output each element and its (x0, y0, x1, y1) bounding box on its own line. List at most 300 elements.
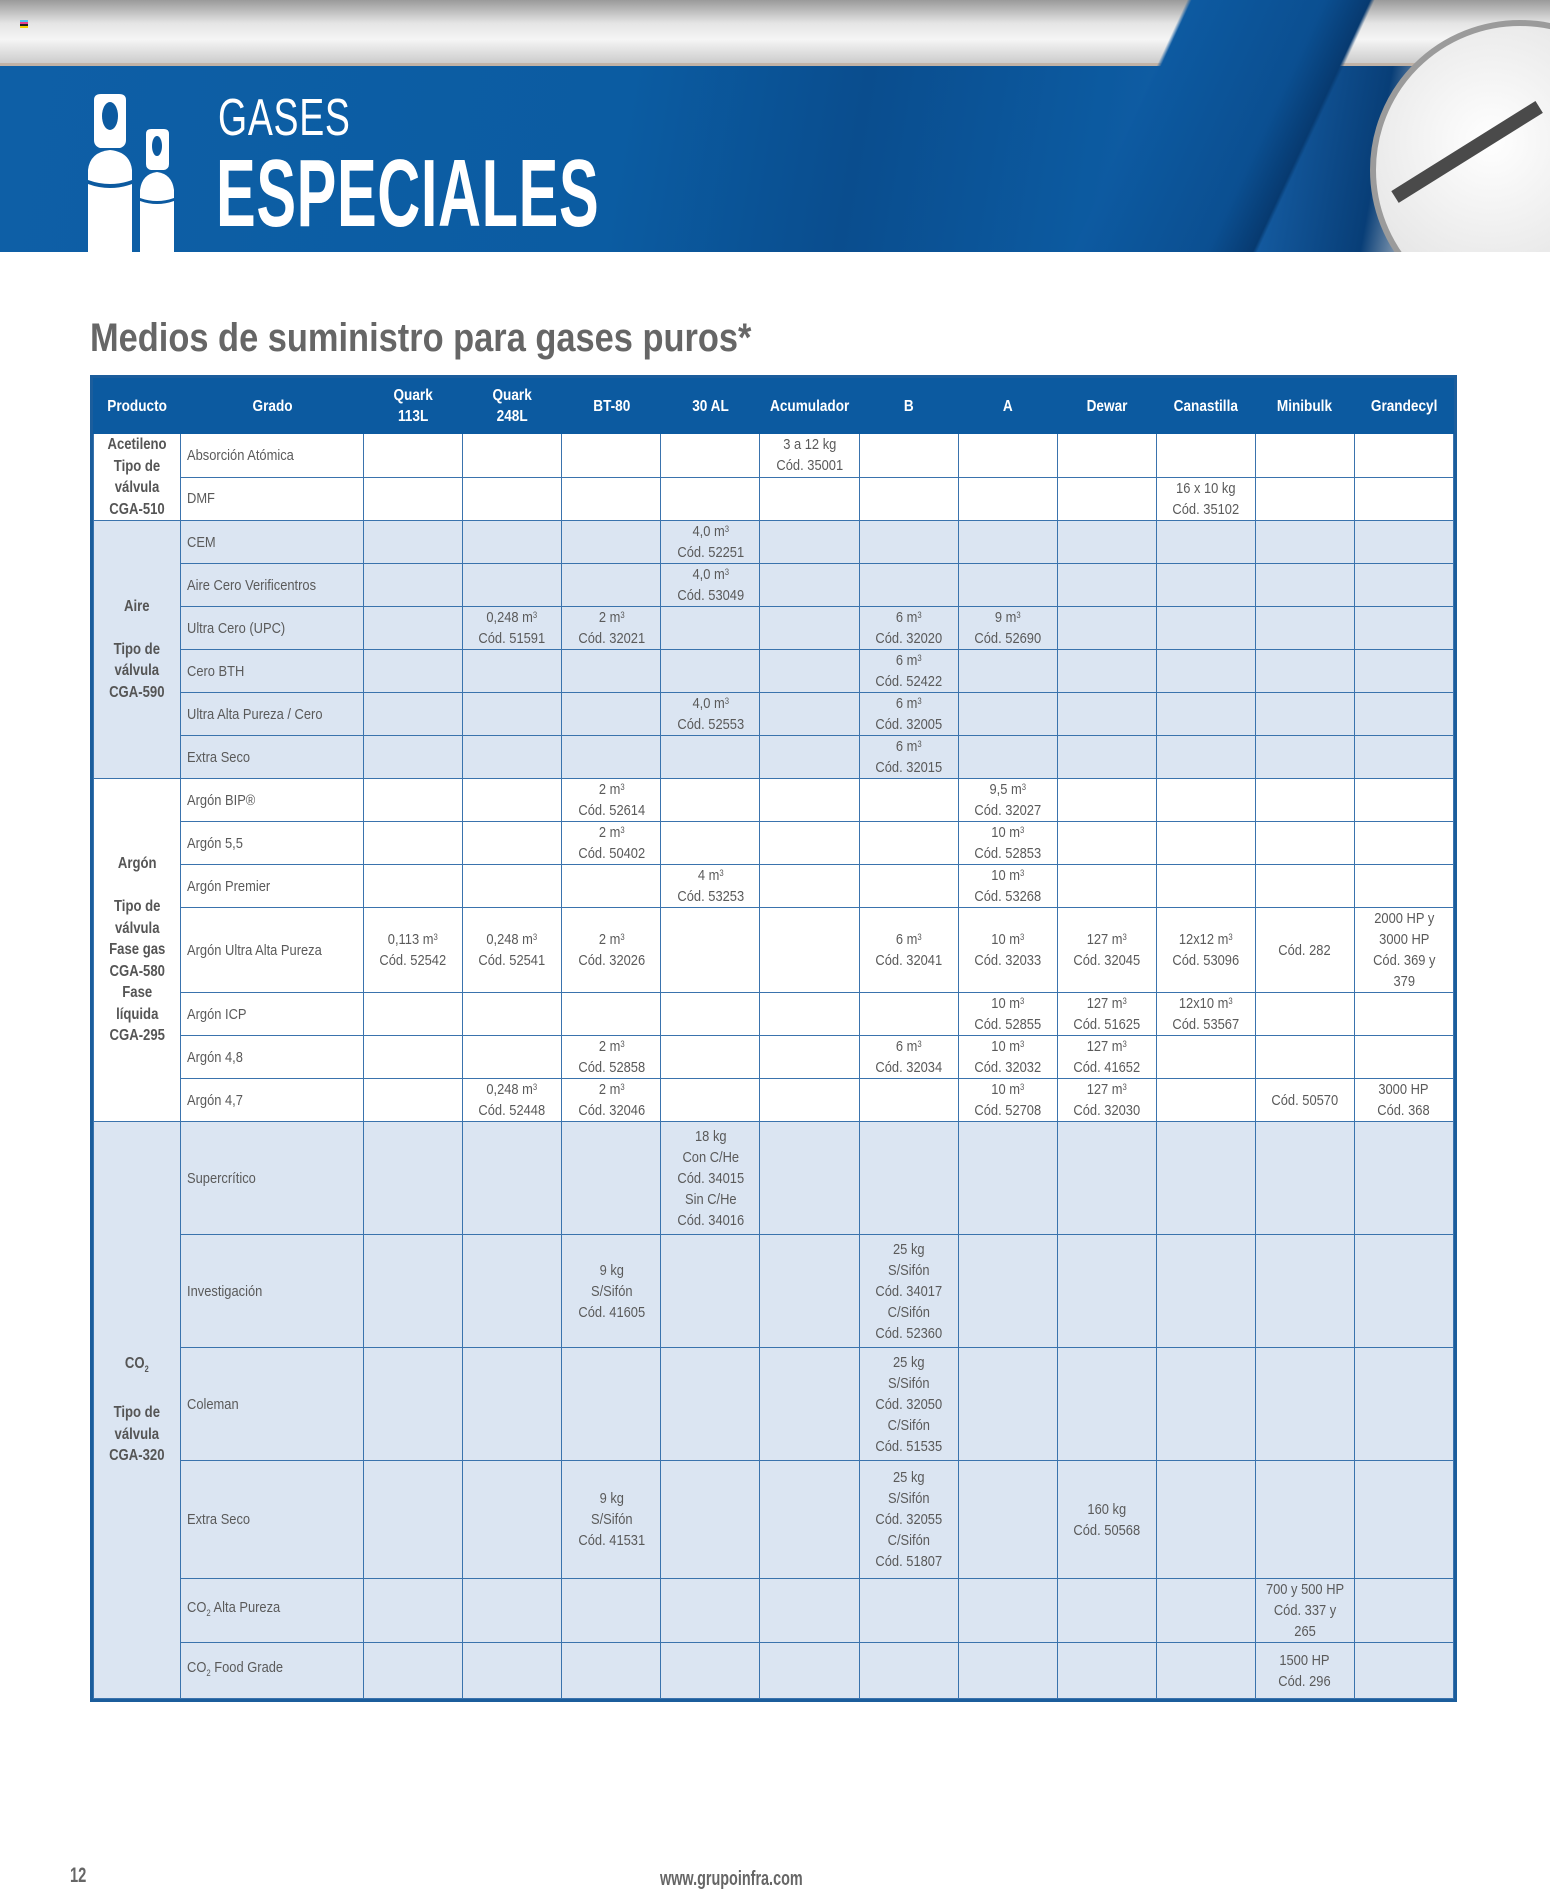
cell-text: Argón Premier (187, 877, 271, 895)
supply-cell (1156, 1122, 1255, 1235)
supply-cell (1057, 993, 1156, 1036)
column-header-label: B (903, 397, 914, 415)
supply-cell (1057, 1079, 1156, 1122)
grade-cell (181, 822, 364, 865)
supply-cell (760, 822, 859, 865)
cell-text: Argón 4,7 (187, 1091, 244, 1109)
cell-text: 127 $m^3$ Cód. 51625 (1073, 995, 1141, 1033)
supply-cell (1057, 908, 1156, 993)
supply-cell (364, 1579, 463, 1643)
table-row (94, 993, 1454, 1036)
supply-cell (1156, 822, 1255, 865)
cell-text: 12x12 $m^3$ Cód. 53096 (1172, 931, 1240, 969)
product-cell (94, 521, 181, 779)
supply-cell (364, 1348, 463, 1461)
cell-text: 4 $m^3$ Cód. 53253 (677, 867, 744, 905)
grade-cell (181, 650, 364, 693)
cell-text: 10 $m^3$ Cód. 52708 (974, 1081, 1041, 1119)
supply-cell (661, 1579, 760, 1643)
supply-cell (1354, 521, 1453, 564)
supply-cell (364, 822, 463, 865)
cell-text: Cero BTH (187, 662, 245, 680)
supply-cell (958, 1036, 1057, 1079)
supply-cell (958, 521, 1057, 564)
column-header-label: Grado (252, 397, 293, 415)
supply-cell (760, 865, 859, 908)
grade-cell (181, 521, 364, 564)
grade-cell (181, 1036, 364, 1079)
supply-cell (760, 521, 859, 564)
supply-cell (1156, 607, 1255, 650)
supply-cell (562, 1235, 661, 1348)
column-header-label: A (1002, 397, 1013, 415)
cell-text: Coleman (187, 1395, 239, 1413)
supply-cell (463, 822, 562, 865)
cell-text: 10 $m^3$ Cód. 32033 (974, 931, 1041, 969)
supply-cell (1354, 779, 1453, 822)
supply-cell (463, 607, 562, 650)
product-cell (94, 779, 181, 1122)
supply-cell (562, 693, 661, 736)
supply-cell (1057, 650, 1156, 693)
cell-text: 12x10 $m^3$ Cód. 53567 (1172, 995, 1240, 1033)
supply-cell (1057, 1643, 1156, 1699)
table-row (94, 779, 1454, 822)
supply-cell (661, 1461, 760, 1579)
supply-cell (760, 908, 859, 993)
table-body (94, 434, 1454, 1699)
supply-cell (1156, 477, 1255, 521)
grade-cell (181, 1079, 364, 1122)
supply-cell (1255, 1348, 1354, 1461)
banner-photo-diagonal (1050, 0, 1390, 252)
supply-cell (661, 1036, 760, 1079)
supply-cell (364, 477, 463, 521)
cell-text: 25 kg S/Sifón Cód. 32055 C/Sifón Cód. 51807 (875, 1469, 942, 1570)
supply-cell (661, 564, 760, 607)
cell-text: 10 $m^3$ Cód. 32032 (974, 1038, 1041, 1076)
website-url[interactable]: www.grupoinfra.com (660, 1868, 803, 1890)
supply-cell (1156, 1235, 1255, 1348)
supply-cell (859, 779, 958, 822)
cell-text: 3 a 12 kg Cód. 35001 (776, 436, 843, 475)
supply-cell (1354, 1122, 1453, 1235)
supply-cell (1156, 908, 1255, 993)
supply-cell (463, 1036, 562, 1079)
supply-cell (859, 865, 958, 908)
table-row (94, 477, 1454, 521)
supply-table-container (90, 375, 1457, 1702)
supply-cell (1255, 822, 1354, 865)
cell-text: 25 kg S/Sifón Cód. 34017 C/Sifón Cód. 52360 (875, 1240, 942, 1342)
table-row (94, 1235, 1454, 1348)
supply-cell (463, 908, 562, 993)
column-header-a (958, 379, 1057, 434)
supply-cell (760, 477, 859, 521)
supply-cell (562, 865, 661, 908)
column-header-label: Producto (107, 397, 167, 415)
supply-cell (364, 693, 463, 736)
cell-text: $CO_2$ Alta Pureza (187, 1599, 281, 1618)
supply-cell (661, 521, 760, 564)
cell-text: 6 $m^3$ Cód. 52422 (875, 652, 942, 690)
supply-cell (463, 1579, 562, 1643)
cell-text: Aire Cero Verificentros (187, 576, 317, 594)
cell-text: 2 $m^3$ Cód. 50402 (577, 824, 645, 862)
table-row (94, 908, 1454, 993)
supply-cell (859, 993, 958, 1036)
cell-text: 127 $m^3$ Cód. 32030 (1073, 1081, 1141, 1119)
supply-cell (1354, 650, 1453, 693)
supply-cell (1354, 993, 1453, 1036)
column-header-label: BT-80 (592, 397, 630, 415)
supply-cell (1354, 1235, 1453, 1348)
cell-text: Absorción Atómica (187, 446, 294, 464)
column-header-quark-113l (364, 379, 463, 434)
supply-cell (1255, 1079, 1354, 1122)
table-row (94, 1122, 1454, 1235)
cell-text: 4,0 $m^3$ Cód. 52553 (677, 695, 744, 733)
supply-cell (1354, 736, 1453, 779)
column-header-producto (94, 379, 181, 434)
supply-cell (562, 607, 661, 650)
supply-cell (859, 1579, 958, 1643)
supply-cell (463, 521, 562, 564)
grade-cell (181, 1235, 364, 1348)
supply-cell (760, 1079, 859, 1122)
cell-text: 6 $m^3$ Cód. 32015 (875, 738, 942, 776)
supply-cell (463, 693, 562, 736)
supply-cell (1057, 1348, 1156, 1461)
supply-cell (760, 1235, 859, 1348)
cell-text: Supercrítico (187, 1169, 256, 1187)
supply-cell (364, 521, 463, 564)
cell-text: 1500 HP Cód. 296 (1278, 1651, 1331, 1690)
supply-cell (1255, 607, 1354, 650)
cell-text: 18 kg Con C/He Cód. 34015 Sin C/He Cód. 34016 (677, 1127, 744, 1229)
supply-cell (463, 1643, 562, 1699)
supply-cell (760, 1036, 859, 1079)
supply-cell (958, 564, 1057, 607)
supply-cell (463, 1461, 562, 1579)
supply-cell (760, 1579, 859, 1643)
supply-cell (958, 1348, 1057, 1461)
supply-cell (562, 1348, 661, 1461)
supply-cell (1255, 1122, 1354, 1235)
supply-cell (1354, 908, 1453, 993)
supply-cell (1354, 607, 1453, 650)
supply-cell (859, 564, 958, 607)
supply-cell (1354, 477, 1453, 521)
cell-text: Cód. 50570 (1271, 1091, 1339, 1109)
cell-text: 2000 HP y 3000 HP Cód. 369 y 379 (1372, 910, 1436, 990)
supply-cell (1057, 822, 1156, 865)
supply-cell (661, 693, 760, 736)
supply-cell (859, 736, 958, 779)
cell-text: 9 kg S/Sifón Cód. 41531 (577, 1490, 645, 1549)
supply-cell (1255, 865, 1354, 908)
column-header-quark-248l (463, 379, 562, 434)
supply-cell (958, 1461, 1057, 1579)
supply-table (93, 378, 1454, 1699)
supply-cell (1057, 521, 1156, 564)
table-row (94, 521, 1454, 564)
supply-cell (760, 779, 859, 822)
table-row (94, 1079, 1454, 1122)
supply-cell (661, 1235, 760, 1348)
supply-cell (859, 1079, 958, 1122)
page-number: 12 (70, 1864, 87, 1887)
cell-text: DMF (187, 490, 216, 508)
supply-cell (958, 993, 1057, 1036)
supply-cell (463, 779, 562, 822)
supply-cell (661, 1122, 760, 1235)
grade-cell (181, 1643, 364, 1699)
supply-cell (1057, 1122, 1156, 1235)
cell-text: 10 $m^3$ Cód. 52853 (974, 824, 1041, 862)
supply-cell (1255, 564, 1354, 607)
column-header-minibulk (1255, 379, 1354, 434)
cell-text: 25 kg S/Sifón Cód. 32050 C/Sifón Cód. 51535 (875, 1353, 942, 1455)
table-row (94, 564, 1454, 607)
supply-cell (1156, 434, 1255, 478)
supply-cell (661, 477, 760, 521)
supply-cell (463, 1348, 562, 1461)
supply-cell (364, 865, 463, 908)
supply-cell (1354, 1348, 1453, 1461)
supply-cell (760, 1643, 859, 1699)
table-row (94, 822, 1454, 865)
grade-cell (181, 736, 364, 779)
cell-text: Extra Seco (187, 748, 251, 766)
table-row (94, 1461, 1454, 1579)
supply-cell (958, 477, 1057, 521)
supply-cell (364, 607, 463, 650)
cell-text: 2 $m^3$ Cód. 32026 (577, 931, 645, 969)
supply-cell (463, 993, 562, 1036)
product-cell (94, 1122, 181, 1699)
supply-cell (1354, 1036, 1453, 1079)
cell-text: 127 $m^3$ Cód. 41652 (1073, 1038, 1141, 1076)
supply-cell (661, 993, 760, 1036)
column-header-label: Quark 248L (492, 387, 532, 425)
column-header-grado (181, 379, 364, 434)
supply-cell (1057, 564, 1156, 607)
supply-cell (1255, 736, 1354, 779)
table-row (94, 693, 1454, 736)
cell-text: Argón 4,8 (187, 1048, 244, 1066)
supply-cell (1156, 993, 1255, 1036)
supply-cell (463, 865, 562, 908)
supply-cell (1354, 434, 1453, 478)
grade-cell (181, 908, 364, 993)
table-row (94, 1036, 1454, 1079)
supply-cell (1255, 993, 1354, 1036)
supply-cell (958, 736, 1057, 779)
supply-cell (364, 1643, 463, 1699)
supply-cell (1255, 908, 1354, 993)
supply-cell (562, 779, 661, 822)
supply-cell (1057, 1579, 1156, 1643)
supply-cell (661, 650, 760, 693)
supply-cell (1057, 434, 1156, 478)
cell-text: Ultra Alta Pureza / Cero (187, 705, 323, 723)
cell-text: 160 kg Cód. 50568 (1073, 1500, 1141, 1539)
column-header-30-al (661, 379, 760, 434)
supply-cell (958, 650, 1057, 693)
banner-title-big: ESPECIALES (216, 140, 600, 247)
supply-cell (1156, 1461, 1255, 1579)
column-header-label: Quark 113L (393, 387, 433, 425)
cell-text: Argón BIP® (187, 791, 256, 809)
supply-cell (562, 908, 661, 993)
column-header-canastilla (1156, 379, 1255, 434)
supply-cell (562, 564, 661, 607)
supply-cell (1255, 1461, 1354, 1579)
cell-text: Extra Seco (187, 1511, 251, 1528)
column-header-label: 30 AL (692, 397, 729, 415)
cell-text: 700 y 500 HP Cód. 337 y 265 (1265, 1581, 1344, 1640)
supply-cell (562, 434, 661, 478)
supply-cell (1156, 1579, 1255, 1643)
supply-cell (859, 650, 958, 693)
supply-cell (958, 908, 1057, 993)
supply-cell (562, 521, 661, 564)
supply-cell (562, 736, 661, 779)
supply-cell (1354, 1643, 1453, 1699)
grade-cell (181, 607, 364, 650)
supply-cell (364, 1036, 463, 1079)
supply-cell (661, 1079, 760, 1122)
cell-text: 0,113 $m^3$ Cód. 52542 (379, 931, 447, 969)
column-header-dewar (1057, 379, 1156, 434)
supply-cell (364, 993, 463, 1036)
supply-cell (1057, 477, 1156, 521)
supply-cell (1354, 564, 1453, 607)
cell-text: 9 kg S/Sifón Cód. 41605 (577, 1261, 645, 1321)
table-row (94, 434, 1454, 478)
supply-cell (1255, 779, 1354, 822)
supply-cell (859, 1036, 958, 1079)
supply-cell (661, 1348, 760, 1461)
supply-cell (1255, 434, 1354, 478)
supply-cell (859, 477, 958, 521)
supply-cell (1354, 1079, 1453, 1122)
supply-cell (1156, 1036, 1255, 1079)
supply-cell (1156, 521, 1255, 564)
supply-cell (661, 822, 760, 865)
supply-cell (958, 434, 1057, 478)
cell-text: 2 $m^3$ Cód. 32021 (577, 609, 645, 647)
grade-cell (181, 693, 364, 736)
cell-text: 10 $m^3$ Cód. 52855 (974, 995, 1041, 1033)
supply-cell (1156, 865, 1255, 908)
supply-cell (760, 434, 859, 478)
grade-cell (181, 865, 364, 908)
supply-cell (1057, 736, 1156, 779)
cell-text: $CO_2$ Tipo de válvula CGA-320 (109, 1355, 165, 1465)
cell-text: 2 $m^3$ Cód. 52614 (577, 781, 645, 819)
page-title: Medios de suministro para gases puros* (90, 316, 752, 360)
supply-cell (958, 607, 1057, 650)
cell-text: CEM (187, 533, 216, 551)
supply-cell (859, 1461, 958, 1579)
supply-cell (562, 477, 661, 521)
supply-cell (760, 1122, 859, 1235)
table-row (94, 736, 1454, 779)
supply-cell (760, 650, 859, 693)
print-registration-mark (20, 20, 28, 28)
supply-cell (1354, 1461, 1453, 1579)
supply-cell (1057, 1235, 1156, 1348)
cell-text: Ultra Cero (UPC) (187, 619, 286, 637)
supply-cell (661, 865, 760, 908)
table-row (94, 1348, 1454, 1461)
table-row (94, 607, 1454, 650)
cell-text: 2 $m^3$ Cód. 52858 (577, 1038, 645, 1076)
supply-cell (958, 1122, 1057, 1235)
supply-cell (958, 822, 1057, 865)
cell-text: 2 $m^3$ Cód. 32046 (577, 1081, 645, 1119)
supply-cell (562, 822, 661, 865)
supply-cell (1156, 693, 1255, 736)
supply-cell (364, 1079, 463, 1122)
cell-text: 6 $m^3$ Cód. 32020 (875, 609, 942, 647)
grade-cell (181, 779, 364, 822)
supply-cell (859, 1643, 958, 1699)
supply-cell (364, 564, 463, 607)
supply-cell (1354, 865, 1453, 908)
supply-cell (364, 908, 463, 993)
column-header-label: Acumulador (769, 397, 850, 415)
table-row (94, 1643, 1454, 1699)
cell-text: Argón Tipo de válvula Fase gas CGA-580 Fase líquida CGA-295 (108, 855, 166, 1045)
grade-cell (181, 1348, 364, 1461)
cell-text: 16 x 10 kg Cód. 35102 (1172, 479, 1240, 518)
grade-cell (181, 993, 364, 1036)
supply-cell (1255, 477, 1354, 521)
supply-cell (1057, 693, 1156, 736)
supply-cell (760, 736, 859, 779)
table-header (94, 379, 1454, 434)
supply-cell (760, 607, 859, 650)
cell-text: Argón ICP (187, 1005, 247, 1023)
supply-cell (958, 1643, 1057, 1699)
supply-cell (958, 693, 1057, 736)
supply-cell (463, 434, 562, 478)
table-row (94, 650, 1454, 693)
cell-text: 0,248 $m^3$ Cód. 51591 (478, 609, 546, 647)
supply-cell (562, 1036, 661, 1079)
cell-text: Cód. 282 (1278, 941, 1331, 959)
header-row (94, 379, 1454, 434)
grade-cell (181, 1122, 364, 1235)
supply-cell (1156, 1079, 1255, 1122)
supply-cell (1156, 1348, 1255, 1461)
supply-cell (562, 993, 661, 1036)
cell-text: 9,5 $m^3$ Cód. 32027 (974, 781, 1041, 819)
supply-cell (1057, 1036, 1156, 1079)
supply-cell (1156, 779, 1255, 822)
supply-cell (760, 1348, 859, 1461)
column-header-label: Grandecyl (1370, 397, 1438, 415)
supply-cell (661, 607, 760, 650)
supply-cell (859, 521, 958, 564)
cell-text: 0,248 $m^3$ Cód. 52541 (478, 931, 546, 969)
supply-cell (463, 1122, 562, 1235)
cell-text: 3000 HP Cód. 368 (1377, 1081, 1431, 1119)
supply-cell (859, 607, 958, 650)
